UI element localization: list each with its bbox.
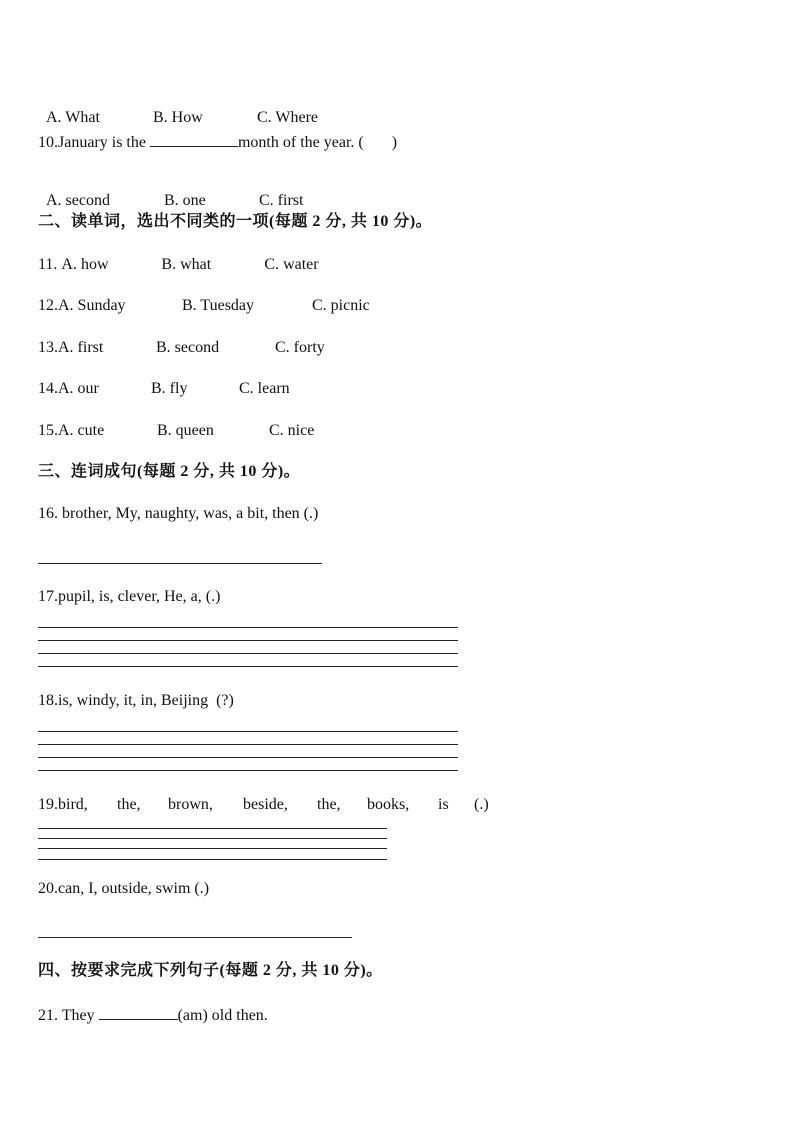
q10-question <box>38 130 397 153</box>
q13-item <box>38 338 325 358</box>
q9-options <box>38 88 318 128</box>
q19-word: 19.bird, <box>38 796 88 813</box>
q19-answer-line-1[interactable] <box>38 828 387 829</box>
q12-option-b: B. Tuesday <box>182 297 255 314</box>
q17-answer-line-3[interactable] <box>38 653 458 654</box>
q11-number: 11. <box>38 256 62 273</box>
q19-word: brown, <box>168 796 213 813</box>
q10-option-a: A. second <box>46 192 110 209</box>
q10-options <box>38 171 303 211</box>
q15-number: 15. <box>38 422 58 439</box>
q9-option-b: B. How <box>153 109 203 126</box>
q20-answer-line[interactable] <box>38 937 352 938</box>
q17-answer-line-4[interactable] <box>38 666 458 667</box>
q19-answer-line-2[interactable] <box>38 838 387 839</box>
q15-option-a: A. cute <box>58 422 105 439</box>
q17-answer-line-1[interactable] <box>38 627 458 628</box>
q19-word: beside, <box>243 796 288 813</box>
q15-option-b: B. queen <box>157 422 214 439</box>
q15-option-c: C. nice <box>269 422 315 439</box>
q10-answer-blank[interactable] <box>150 130 238 147</box>
q17-words: 17.pupil, is, clever, He, a, (.) <box>38 588 221 605</box>
q18-answer-line-1[interactable] <box>38 731 458 732</box>
q9-option-a: A. What <box>46 109 100 126</box>
q18-words: 18.is, windy, it, in, Beijing (?) <box>38 692 234 709</box>
section2-heading: 二、读单词，选出不同类的一项(每题 2 分, 共 10 分)。 <box>38 213 433 230</box>
q13-option-b: B. second <box>156 339 220 356</box>
q16-answer-line[interactable] <box>38 563 322 564</box>
q21-question <box>38 1003 268 1026</box>
q19-word: (.) <box>474 796 489 813</box>
q10-text-after: month of the year. ( <box>237 134 364 151</box>
q10-text-before: January is the <box>58 134 150 151</box>
section3-heading: 三、连词成句(每题 2 分, 共 10 分)。 <box>38 463 301 480</box>
q21-text-after: (am) old then. <box>177 1007 268 1024</box>
q19-word: the, <box>117 796 141 813</box>
q10-number: 10. <box>38 134 58 151</box>
q19-word: the, <box>317 796 341 813</box>
q12-option-a: A. Sunday <box>58 297 126 314</box>
q12-option-c: C. picnic <box>312 297 370 314</box>
q12-item <box>38 296 370 316</box>
q13-option-c: C. forty <box>275 339 325 356</box>
q19-word: books, <box>367 796 410 813</box>
q19-answer-line-3[interactable] <box>38 848 387 849</box>
q11-item <box>38 255 319 275</box>
q20-words: 20.can, I, outside, swim (.) <box>38 880 210 897</box>
q19-word: is <box>438 796 449 813</box>
q18-answer-line-2[interactable] <box>38 744 458 745</box>
q14-option-b: B. fly <box>151 380 188 397</box>
q21-answer-blank[interactable] <box>99 1003 178 1020</box>
q14-number: 14. <box>38 380 58 397</box>
q14-item <box>38 379 290 399</box>
q19-answer-line-4[interactable] <box>38 859 387 860</box>
section4-heading: 四、按要求完成下列句子(每题 2 分, 共 10 分)。 <box>38 962 383 979</box>
q12-number: 12. <box>38 297 58 314</box>
q10-close-paren: ) <box>391 134 398 151</box>
q11-option-a: A. how <box>61 256 109 273</box>
q10-option-c: C. first <box>259 192 304 209</box>
q9-option-c: C. Where <box>257 109 319 126</box>
q13-option-a: A. first <box>58 339 104 356</box>
q11-option-c: C. water <box>264 256 319 273</box>
q17-answer-line-2[interactable] <box>38 640 458 641</box>
q18-answer-line-3[interactable] <box>38 757 458 758</box>
q21-text-before: 21. They <box>38 1007 99 1024</box>
q15-item <box>38 421 314 441</box>
q11-option-b: B. what <box>161 256 212 273</box>
q13-number: 13. <box>38 339 58 356</box>
q19-words <box>38 795 489 815</box>
q14-option-a: A. our <box>58 380 99 397</box>
q18-answer-line-4[interactable] <box>38 770 458 771</box>
q10-option-b: B. one <box>164 192 206 209</box>
q16-words: 16. brother, My, naughty, was, a bit, then (.) <box>38 505 319 522</box>
q14-option-c: C. learn <box>239 380 290 397</box>
